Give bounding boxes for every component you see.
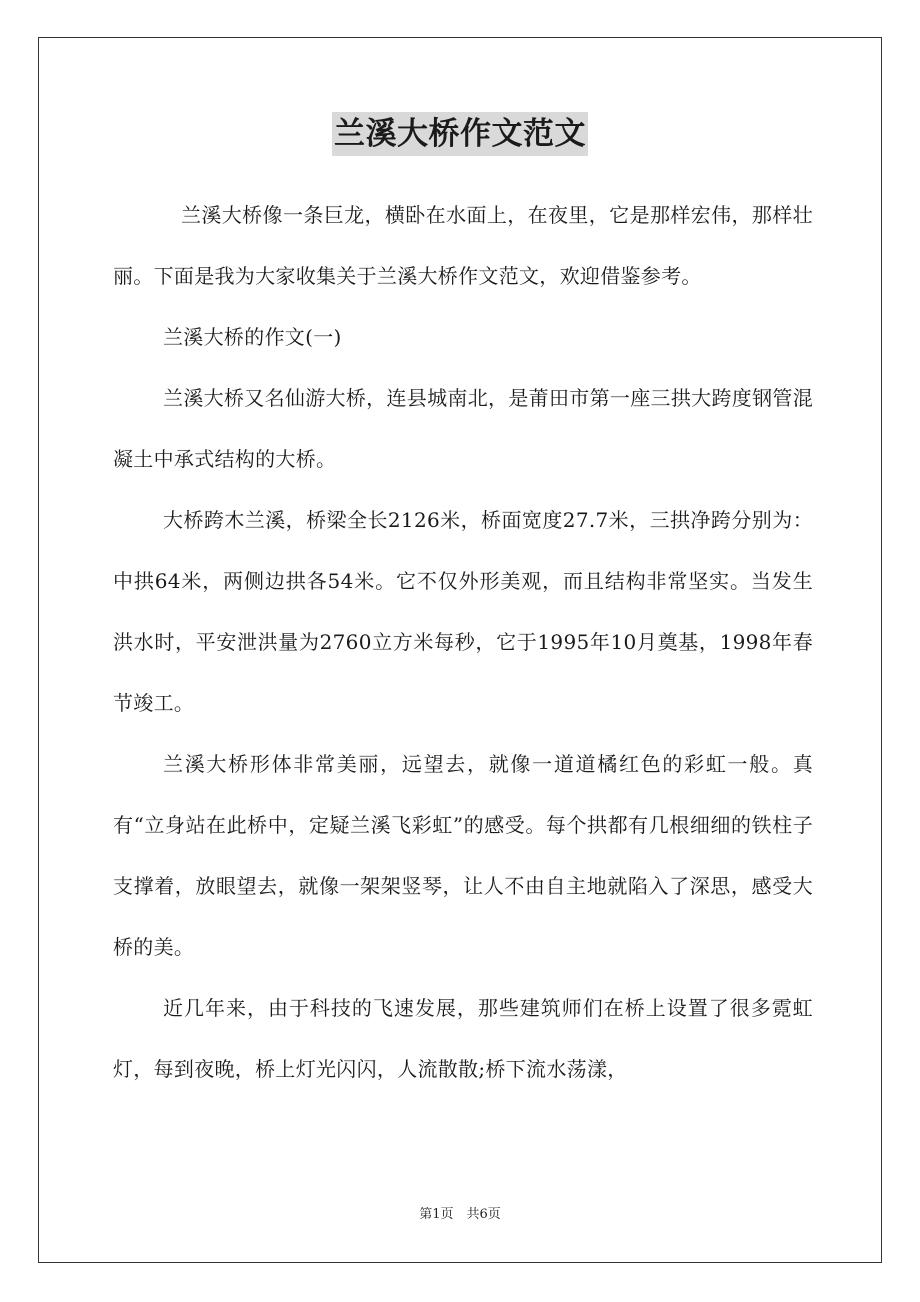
paragraph: 兰溪大桥形体非常美丽，远望去，就像一道道橘红色的彩虹一般。真有“立身站在此桥中，定疑兰溪飞彩虹”的感受。每个拱都有几根细细的铁柱子支撑着，放眼望去，就像一架架竖琴，让人不由自主地就陷入了深思，感受大桥的美。 — [113, 752, 813, 959]
paragraph: 大桥跨木兰溪，桥梁全长2126米，桥面宽度27.7米，三拱净跨分别为：中拱64米，两侧边拱各54米。它不仅外形美观，而且结构非常坚实。当发生洪水时，平安泄洪量为2760立方米每秒，它于1995年10月奠基，1998年春节竣工。 — [113, 508, 813, 715]
document-title: 兰溪大桥作文范文 — [332, 112, 588, 156]
section-heading: 兰溪大桥的作文(一) — [163, 325, 342, 349]
paragraph: 兰溪大桥又名仙游大桥，连县城南北，是莆田市第一座三拱大跨度钢管混凝土中承式结构的大桥。 — [113, 386, 813, 471]
title-area — [0, 112, 920, 156]
page-footer: 第1页 共6页 — [419, 1207, 501, 1222]
document-body — [113, 185, 813, 1100]
paragraph: 近几年来，由于科技的飞速发展，那些建筑师们在桥上设置了很多霓虹灯，每到夜晚，桥上灯光闪闪，人流散散;桥下流水荡漾， — [113, 996, 813, 1081]
paragraph-intro: 兰溪大桥像一条巨龙，横卧在水面上，在夜里，它是那样宏伟，那样壮丽。下面是我为大家收集关于兰溪大桥作文范文，欢迎借鉴参考。 — [113, 203, 813, 288]
